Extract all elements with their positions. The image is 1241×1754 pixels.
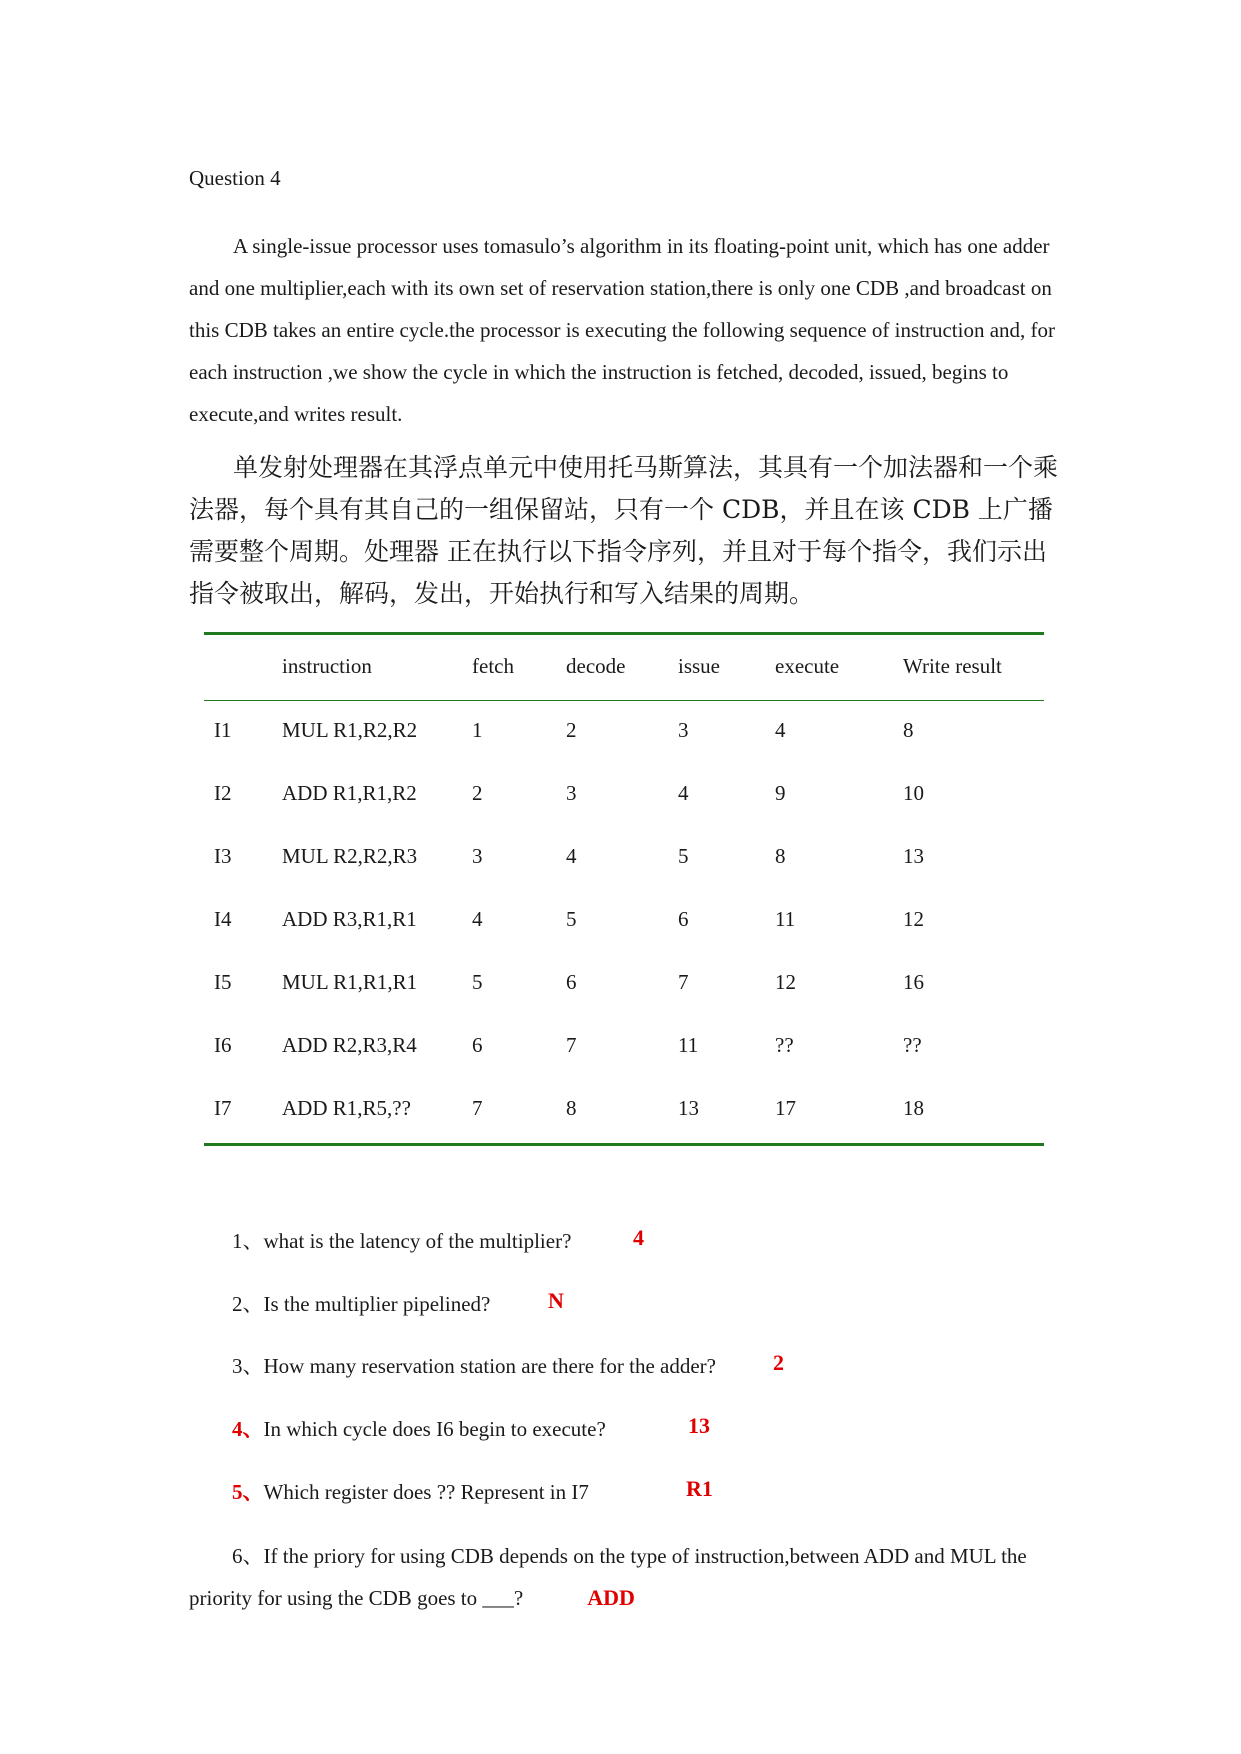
question-text: How many reservation station are there for the adder? — [263, 1354, 716, 1378]
row-execute: 9 — [775, 781, 786, 805]
answer-1: 4 — [633, 1225, 644, 1250]
row-decode: 3 — [566, 781, 577, 805]
row-fetch: 7 — [472, 1096, 483, 1120]
row-id: I5 — [214, 970, 232, 994]
paragraph-english: A single-issue processor uses tomasulo’s algorithm in its floating-point unit, which has one adder and one multiplier,each with its own set of reservation station,there is only one CDB ,and broadcast on this CDB takes an entire cycle.the processor is executing the following sequence of instruction and, for each instruction ,we show the cycle in which the instruction is fetched, decoded, issued, begins to execute,and writes result. — [189, 234, 1056, 426]
paragraph-chinese: 单发射处理器在其浮点单元中使用托马斯算法，其具有一个加法器和一个乘法器，每个具有其自己的一组保留站，只有一个 CDB，并且在该 CDB 上广播需要整个周期。处理器 正在执行以下指令序列，并且对于每个指令，我们示出指令被取出，解码，发出，开始执行和写入结果的周期。 — [189, 453, 1059, 608]
row-issue: 5 — [678, 844, 689, 868]
row-issue: 13 — [678, 1096, 699, 1120]
row-decode: 5 — [566, 907, 577, 931]
header-execute: execute — [775, 654, 840, 678]
row-write-result: 8 — [903, 718, 914, 742]
row-id: I3 — [214, 844, 232, 868]
row-fetch: 2 — [472, 781, 483, 805]
question-number: 4、 — [232, 1417, 264, 1441]
question-2 — [232, 1288, 490, 1318]
question-3 — [232, 1350, 716, 1380]
header-issue: issue — [678, 654, 720, 678]
row-issue: 3 — [678, 718, 689, 742]
row-write-result: 10 — [903, 781, 924, 805]
row-execute: 11 — [775, 907, 796, 931]
row-instruction: ADD R1,R1,R2 — [282, 781, 417, 805]
question-number: 1、 — [232, 1229, 264, 1253]
row-decode: 4 — [566, 844, 577, 868]
answer-6: ADD — [587, 1585, 635, 1610]
answer-2: N — [548, 1288, 564, 1313]
row-execute: 17 — [775, 1096, 796, 1120]
row-instruction: ADD R3,R1,R1 — [282, 907, 417, 931]
question-text: In which cycle does I6 begin to execute? — [263, 1417, 606, 1441]
row-fetch: 1 — [472, 718, 483, 742]
row-fetch: 5 — [472, 970, 483, 994]
row-write-result: ?? — [903, 1033, 922, 1057]
table-header-rule — [204, 700, 1044, 701]
header-write-result: Write result — [903, 654, 1002, 678]
question-4 — [232, 1413, 606, 1443]
question-text: what is the latency of the multiplier? — [263, 1229, 572, 1253]
row-id: I1 — [214, 718, 232, 742]
row-decode: 2 — [566, 718, 577, 742]
header-instruction: instruction — [282, 654, 372, 678]
answer-3: 2 — [773, 1350, 784, 1375]
row-write-result: 16 — [903, 970, 924, 994]
question-text: Which register does ?? Represent in I7 — [263, 1480, 589, 1504]
row-decode: 8 — [566, 1096, 577, 1120]
question-6 — [189, 1535, 1069, 1619]
row-execute: 8 — [775, 844, 786, 868]
row-instruction: MUL R2,R2,R3 — [282, 844, 418, 868]
row-write-result: 12 — [903, 907, 924, 931]
question-title: Question 4 — [189, 166, 281, 190]
table-bottom-rule — [204, 1143, 1044, 1146]
row-execute: 12 — [775, 970, 796, 994]
row-fetch: 4 — [472, 907, 483, 931]
question-text: Is the multiplier pipelined? — [263, 1292, 491, 1316]
header-fetch: fetch — [472, 654, 514, 678]
row-issue: 11 — [678, 1033, 699, 1057]
question-number: 3、 — [232, 1354, 264, 1378]
row-issue: 6 — [678, 907, 689, 931]
row-fetch: 3 — [472, 844, 483, 868]
table-top-rule — [204, 632, 1044, 635]
question-number: 5、 — [232, 1480, 264, 1504]
row-issue: 4 — [678, 781, 689, 805]
question-1 — [232, 1225, 571, 1255]
row-issue: 7 — [678, 970, 689, 994]
row-write-result: 18 — [903, 1096, 924, 1120]
question-text: 6、If the priory for using CDB depends on the type of instruction,between ADD and MUL the priority for using the CDB goes to ___? — [189, 1544, 1027, 1610]
row-decode: 7 — [566, 1033, 577, 1057]
row-id: I6 — [214, 1033, 232, 1057]
row-execute: ?? — [775, 1033, 794, 1057]
row-instruction: MUL R1,R2,R2 — [282, 718, 418, 742]
row-instruction: MUL R1,R1,R1 — [282, 970, 418, 994]
row-id: I7 — [214, 1096, 232, 1120]
row-execute: 4 — [775, 718, 786, 742]
question-5 — [232, 1476, 589, 1506]
question-number: 2、 — [232, 1292, 264, 1316]
header-decode: decode — [566, 654, 626, 678]
answer-4: 13 — [688, 1413, 710, 1438]
answer-5: R1 — [686, 1476, 713, 1501]
row-decode: 6 — [566, 970, 577, 994]
row-instruction: ADD R2,R3,R4 — [282, 1033, 417, 1057]
row-id: I2 — [214, 781, 232, 805]
row-instruction: ADD R1,R5,?? — [282, 1096, 411, 1120]
row-fetch: 6 — [472, 1033, 483, 1057]
row-write-result: 13 — [903, 844, 924, 868]
row-id: I4 — [214, 907, 232, 931]
